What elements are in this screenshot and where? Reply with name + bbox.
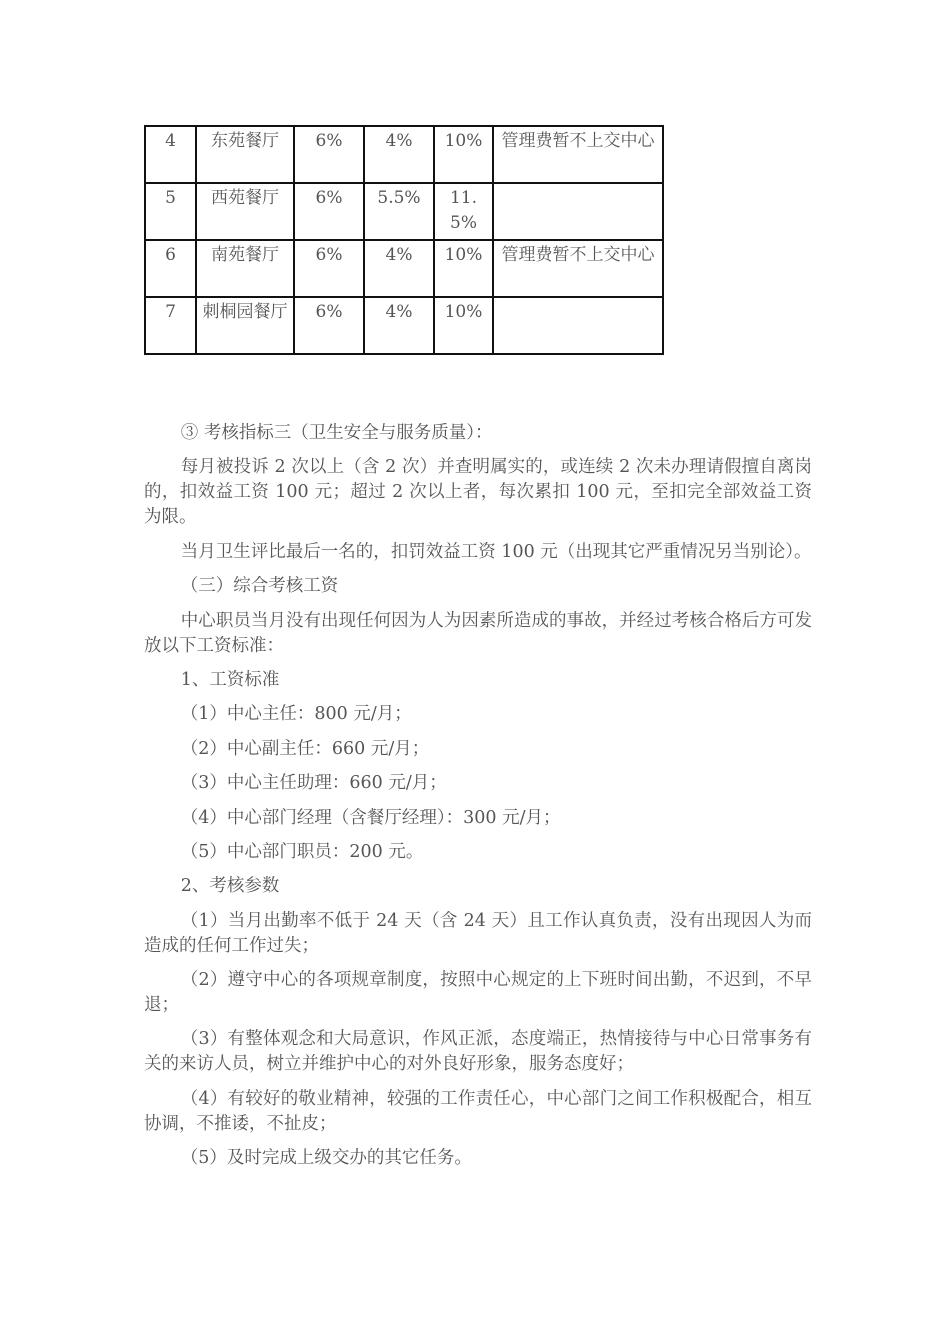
list-item: （5）及时完成上级交办的其它任务。 <box>180 1148 472 1169</box>
table-cell: 5 <box>145 183 196 240</box>
section-heading: （三）综合考核工资 <box>180 576 339 597</box>
table-cell <box>493 297 663 354</box>
table-cell: 4% <box>364 240 434 297</box>
list-item: （4）中心部门经理（含餐厅经理）：300 元/月； <box>180 807 561 828</box>
table-cell: 11.5% <box>434 183 493 240</box>
table-row <box>145 126 663 183</box>
table-cell: 5.5% <box>364 183 434 240</box>
paragraph: 中心职员当月没有出现任何因为人为因素所造成的事故，并经过考核合格后方可发放以下工资标准： <box>144 610 812 656</box>
table-cell: 6% <box>294 297 364 354</box>
table-cell: 6% <box>294 240 364 297</box>
table-cell <box>493 183 663 240</box>
table-cell: 管理费暂不上交中心 <box>493 240 663 297</box>
table-cell: 南苑餐厅 <box>196 240 294 297</box>
list-item: （2）中心副主任：660 元/月； <box>180 738 430 759</box>
list-item: （3）中心主任助理：660 元/月； <box>180 773 447 794</box>
table-cell: 6% <box>294 126 364 183</box>
table-cell: 4% <box>364 297 434 354</box>
section-heading: 2、考核参数 <box>180 876 280 897</box>
section-heading: 1、工资标准 <box>180 669 280 690</box>
list-item: （5）中心部门职员：200 元。 <box>180 841 424 862</box>
table-cell: 管理费暂不上交中心 <box>493 126 663 183</box>
paragraph: 当月卫生评比最后一名的，扣罚效益工资 100 元（出现其它严重情况另当别论）。 <box>180 541 812 562</box>
list-item: （2）遵守中心的各项规章制度，按照中心规定的上下班时间出勤，不迟到，不早退； <box>144 970 812 1016</box>
list-item: （1）当月出勤率不低于 24 天（含 24 天）且工作认真负责，没有出现因人为而造成的任何工作过失； <box>144 910 812 956</box>
table-row <box>145 240 663 297</box>
table-cell: 6 <box>145 240 196 297</box>
table-row <box>145 297 663 354</box>
table-cell: 4 <box>145 126 196 183</box>
table-cell: 刺桐园餐厅 <box>196 297 294 354</box>
table-cell: 10% <box>434 126 493 183</box>
list-item: （3）有整体观念和大局意识，作风正派，态度端正，热情接待与中心日常事务有关的来访人员，树立并维护中心的对外良好形象，服务态度好； <box>144 1029 812 1075</box>
document-body <box>144 421 812 1181</box>
paragraph: 每月被投诉 2 次以上（含 2 次）并查明属实的，或连续 2 次未办理请假擅自离岗的，扣效益工资 100 元；超过 2 次以上者，每次累扣 100 元，至扣完全部效益工资为限。 <box>144 457 812 528</box>
table-cell: 东苑餐厅 <box>196 126 294 183</box>
section-heading: ③ 考核指标三（卫生安全与服务质量）： <box>180 423 493 443</box>
table-cell: 4% <box>364 126 434 183</box>
list-item: （4）有较好的敬业精神，较强的工作责任心，中心部门之间工作积极配合，相互协调，不推诿，不扯皮； <box>144 1088 812 1134</box>
list-item: （1）中心主任：800 元/月； <box>180 704 412 725</box>
table-row <box>145 183 663 240</box>
table-cell: 7 <box>145 297 196 354</box>
fee-table <box>144 125 664 355</box>
table-cell: 西苑餐厅 <box>196 183 294 240</box>
table-cell: 10% <box>434 240 493 297</box>
table-cell: 6% <box>294 183 364 240</box>
table-cell: 10% <box>434 297 493 354</box>
